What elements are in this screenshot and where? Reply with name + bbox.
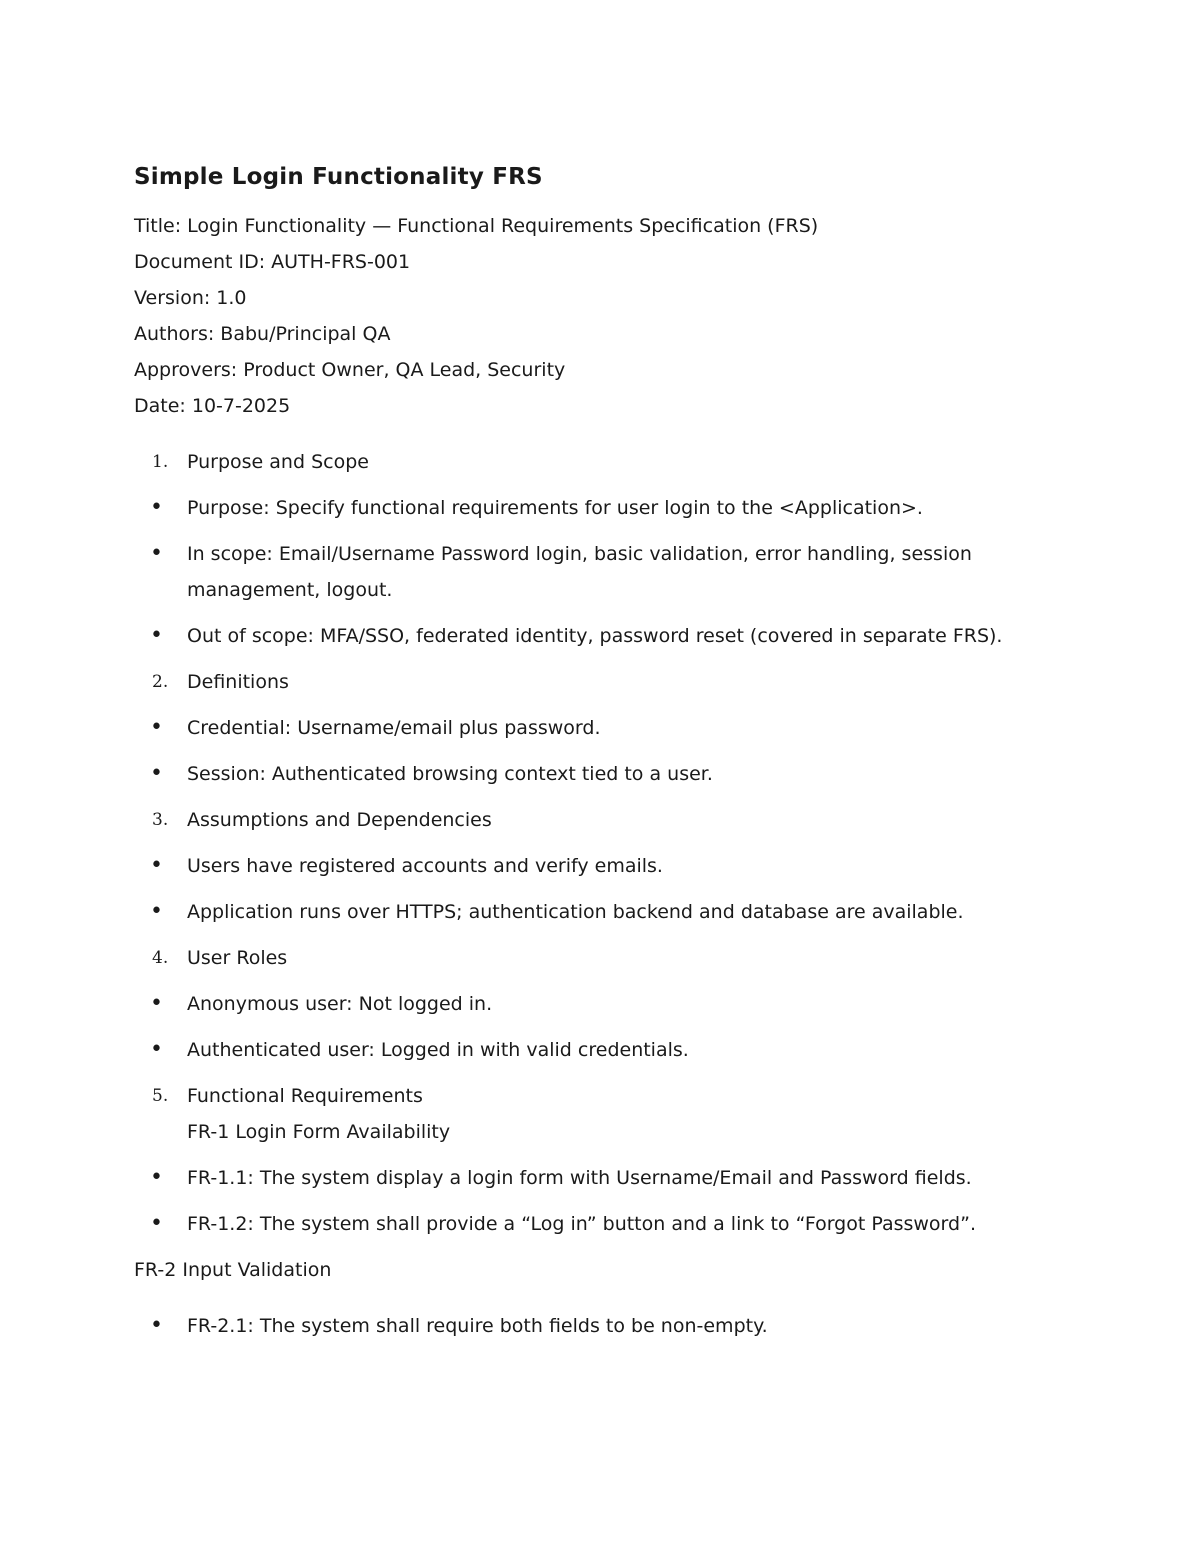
section-title: Purpose and Scope xyxy=(187,451,369,473)
meta-document-id: Document ID: AUTH-FRS-001 xyxy=(134,251,411,273)
list-number: 5. xyxy=(152,1086,169,1106)
section-heading-functional-requirements xyxy=(134,1078,1074,1150)
list-item xyxy=(134,756,1074,792)
list-item xyxy=(134,986,1074,1022)
list-item-text: Out of scope: MFA/SSO, federated identity, password reset (covered in separate FRS). xyxy=(187,625,1003,647)
bullet-icon: • xyxy=(150,761,163,786)
section-title: Functional Requirements xyxy=(187,1085,423,1107)
bullet-icon: • xyxy=(150,623,163,648)
list-item xyxy=(134,490,1074,526)
list-item-text: Application runs over HTTPS; authentication backend and database are available. xyxy=(187,901,964,923)
bullet-icon: • xyxy=(150,899,163,924)
metadata-block xyxy=(134,208,1074,424)
list-item-text: In scope: Email/Username Password login, basic validation, error handling, session management, logout. xyxy=(187,543,972,601)
list-item-text: Users have registered accounts and verify emails. xyxy=(187,855,663,877)
list-item-text: FR-1.2: The system shall provide a “Log in” button and a link to “Forgot Password”. xyxy=(187,1213,976,1235)
meta-version: Version: 1.0 xyxy=(134,287,247,309)
list-item-text: FR-1.1: The system display a login form with Username/Email and Password fields. xyxy=(187,1167,972,1189)
list-item xyxy=(134,894,1074,930)
list-item xyxy=(134,618,1074,654)
list-number: 4. xyxy=(152,948,169,968)
section-title: User Roles xyxy=(187,947,288,969)
meta-title: Title: Login Functionality — Functional Requirements Specification (FRS) xyxy=(134,215,819,237)
meta-date: Date: 10-7-2025 xyxy=(134,395,291,417)
section-heading-purpose xyxy=(134,444,1074,480)
section-title: Definitions xyxy=(187,671,289,693)
section-heading-user-roles xyxy=(134,940,1074,976)
bullet-icon: • xyxy=(150,495,163,520)
meta-approvers: Approvers: Product Owner, QA Lead, Security xyxy=(134,359,566,381)
document-page xyxy=(134,160,1074,1354)
list-item xyxy=(134,1160,1074,1196)
list-item xyxy=(134,1032,1074,1068)
list-item xyxy=(134,1206,1074,1242)
list-item-text: Authenticated user: Logged in with valid credentials. xyxy=(187,1039,689,1061)
section-title: Assumptions and Dependencies xyxy=(187,809,492,831)
bullet-icon: • xyxy=(150,1313,163,1338)
document-heading: Simple Login Functionality FRS xyxy=(134,164,543,190)
bullet-icon: • xyxy=(150,715,163,740)
list-item-text: Purpose: Specify functional requirements for user login to the <Application>. xyxy=(187,497,923,519)
list-number: 3. xyxy=(152,810,169,830)
list-item-text: Anonymous user: Not logged in. xyxy=(187,993,493,1015)
bullet-icon: • xyxy=(150,1037,163,1062)
bullet-icon: • xyxy=(150,541,163,566)
fr2-heading: FR-2 Input Validation xyxy=(134,1259,332,1281)
list-item xyxy=(134,1308,1074,1344)
list-number: 1. xyxy=(152,452,169,472)
bullet-icon: • xyxy=(150,853,163,878)
list-item-text: FR-2.1: The system shall require both fields to be non-empty. xyxy=(187,1315,768,1337)
list-item-text: Session: Authenticated browsing context tied to a user. xyxy=(187,763,713,785)
section-heading-assumptions xyxy=(134,802,1074,838)
bullet-icon: • xyxy=(150,1165,163,1190)
bullet-icon: • xyxy=(150,991,163,1016)
meta-authors: Authors: Babu/Principal QA xyxy=(134,323,391,345)
list-item xyxy=(134,710,1074,746)
list-item xyxy=(134,536,1074,608)
list-item xyxy=(134,848,1074,884)
section-heading-definitions xyxy=(134,664,1074,700)
subsection-title: FR-1 Login Form Availability xyxy=(187,1121,451,1143)
list-item-text: Credential: Username/email plus password. xyxy=(187,717,601,739)
bullet-icon: • xyxy=(150,1211,163,1236)
list-number: 2. xyxy=(152,672,169,692)
